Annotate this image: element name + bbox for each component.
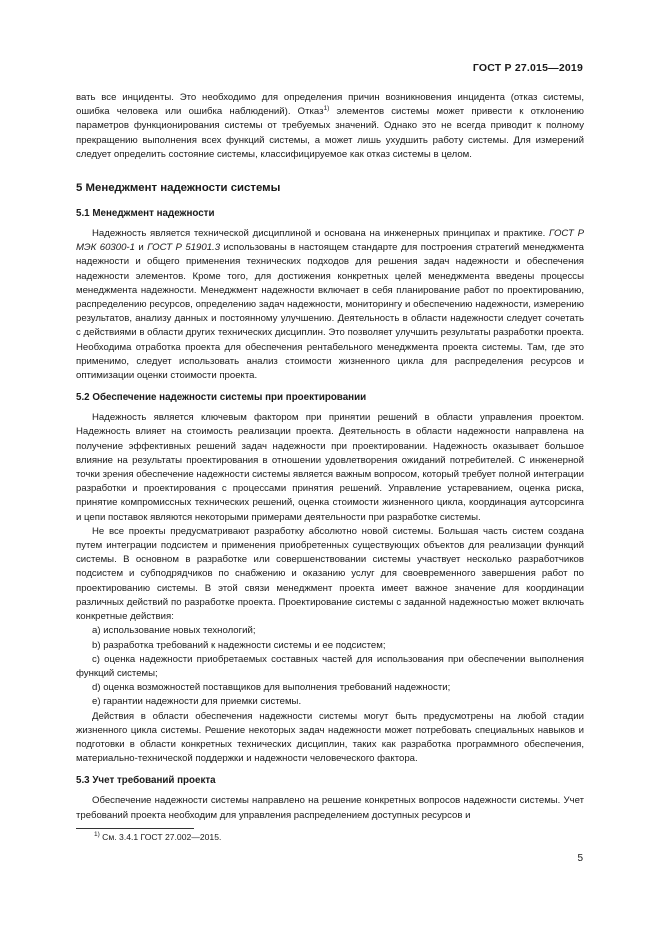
page-number: 5 xyxy=(577,853,583,864)
standard-reference: ГОСТ Р МЭК 60300-1 xyxy=(76,228,584,254)
footnote-text: См. 3.4.1 ГОСТ 27.002—2015. xyxy=(99,832,222,842)
section-5-2-paragraph-1: Надежность является ключевым фактором при принятии решений в области управления проектом. Надежность влияет на стоимость реализации проекта. Деятельность в области надежности направлена на получение эффективных решений задач надежности при проектировании. Надежность оказывает большое влияние на результаты проектирования в отношении удовлетворения ожиданий потребителей. С инженерной точки зрения обеспечение надежности системы является важным вопросом, который требует полной интеграции разработки и проектирования с процессами принятия решений. Управление устареванием, оценка риска, принятие компромиссных технических решений, оценка стоимости жизненного цикла, координация аутсорсинга и цепи поставок являются некоторыми примерами деятельности при разработке системы. xyxy=(76,412,584,523)
section-5-3-heading: 5.3 Учет требований проекта xyxy=(76,775,216,787)
section-5-2-paragraph-2: Не все проекты предусматривают разработку абсолютно новой системы. Большая часть систем создана путем интеграции подсистем и применения приобретенных существующих объектов для реализации функций системы. В основном в разработке или совершенствовании системы участвует несколько разработчиков подсистем и субподрядчиков по снабжению и оказанию услуг для своевременного завершения работ по проектированию системы. В этой связи менеджмент проекта имеет важное значение для координации различных действий по разработке проекта. Проектирование системы с заданной надежностью может включать конкретные действия: xyxy=(76,525,584,623)
page-body xyxy=(76,91,584,823)
list-item: e) гарантии надежности для приемки системы. xyxy=(92,696,302,708)
standard-reference: ГОСТ Р 51901.3 xyxy=(147,242,221,254)
intro-paragraph xyxy=(76,91,584,162)
intro-text-a: вать все инциденты. Это необходимо для определения причин возникновения инцидента (отказ системы, ошибка человека или ошибка наблюдений). Отказ xyxy=(76,92,584,118)
list-item: b) разработка требований к надежности системы и ее подсистем; xyxy=(92,639,386,651)
document-header: ГОСТ Р 27.015—2019 xyxy=(472,62,583,74)
s51-text-b: и xyxy=(134,242,148,254)
footnote-divider xyxy=(76,828,194,829)
section-5-1-paragraph xyxy=(76,227,584,383)
footnote-ref[interactable]: 1) xyxy=(323,105,330,113)
section-5-heading: 5 Менеджмент надежности системы xyxy=(76,182,281,195)
section-5-2-heading: 5.2 Обеспечение надежности системы при проектировании xyxy=(76,392,367,404)
list-item: c) оценка надежности приобретаемых составных частей для использования при обеспечении выполнения функций системы; xyxy=(76,653,584,679)
s51-text-c: использованы в настоящем стандарте для построения стратегий менеджмента надежности и общего применения технических подходов для решения задач надежности и обеспечения надежности элементов. Кроме того, для достижения конкретных целей менеджмента введены процессы менеджмента надежности. Менеджмент надежности включает в себя планирование работ по проектированию, распределению ресурсов, определению задач надежности, мониторингу и обеспечению надежности, измерению результатов, анализу данных и постоянному улучшению. Деятельность в области надежности следует сочетать с действиями в области других технических дисциплин. Это позволяет улучшить результаты разработки проекта. Необходима отработка проекта для обеспечения рентабельного менеджмента проекта системы. Там, где это применимо, следует использовать анализ стоимости жизненного цикла для распределения ресурсов и оптимизации оценки стоимости проекта. xyxy=(76,242,584,382)
intro-text-b: элементов системы может привести к отклонению параметров функционирования системы от требуемых значений. Однако это не всегда приводит к полному прекращению выполнения всех функций системы, а может лишь ухудшить работу системы. Для измерений следует определить состояние системы, классифицируемое как отказ системы в целом. xyxy=(76,106,584,160)
list-item: d) оценка возможностей поставщиков для выполнения требований надежности; xyxy=(92,682,451,694)
section-5-3-paragraph-1: Обеспечение надежности системы направлено на решение конкретных вопросов надежности системы. Учет требований проекта необходим для управления распределением доступных ресурсов и xyxy=(76,795,584,821)
section-5-2-paragraph-3: Действия в области обеспечения надежности системы могут быть предусмотрены на любой стадии жизненного цикла системы. Решение некоторых задач надежности может потребовать специальных навыков и подготовки в области конкретных технических дисциплин, таких как разработка программного обеспечения, материально-технической поддержки и надежности человеческого фактора. xyxy=(76,710,584,765)
footnote xyxy=(94,832,221,842)
section-5-1-heading: 5.1 Менеджмент надежности xyxy=(76,208,215,220)
footnote-mark: 1) xyxy=(94,831,100,838)
s51-text-a: Надежность является технической дисциплиной и основана на инженерных принципах и практике. xyxy=(92,228,550,240)
list-item: а) использование новых технологий; xyxy=(92,625,256,637)
